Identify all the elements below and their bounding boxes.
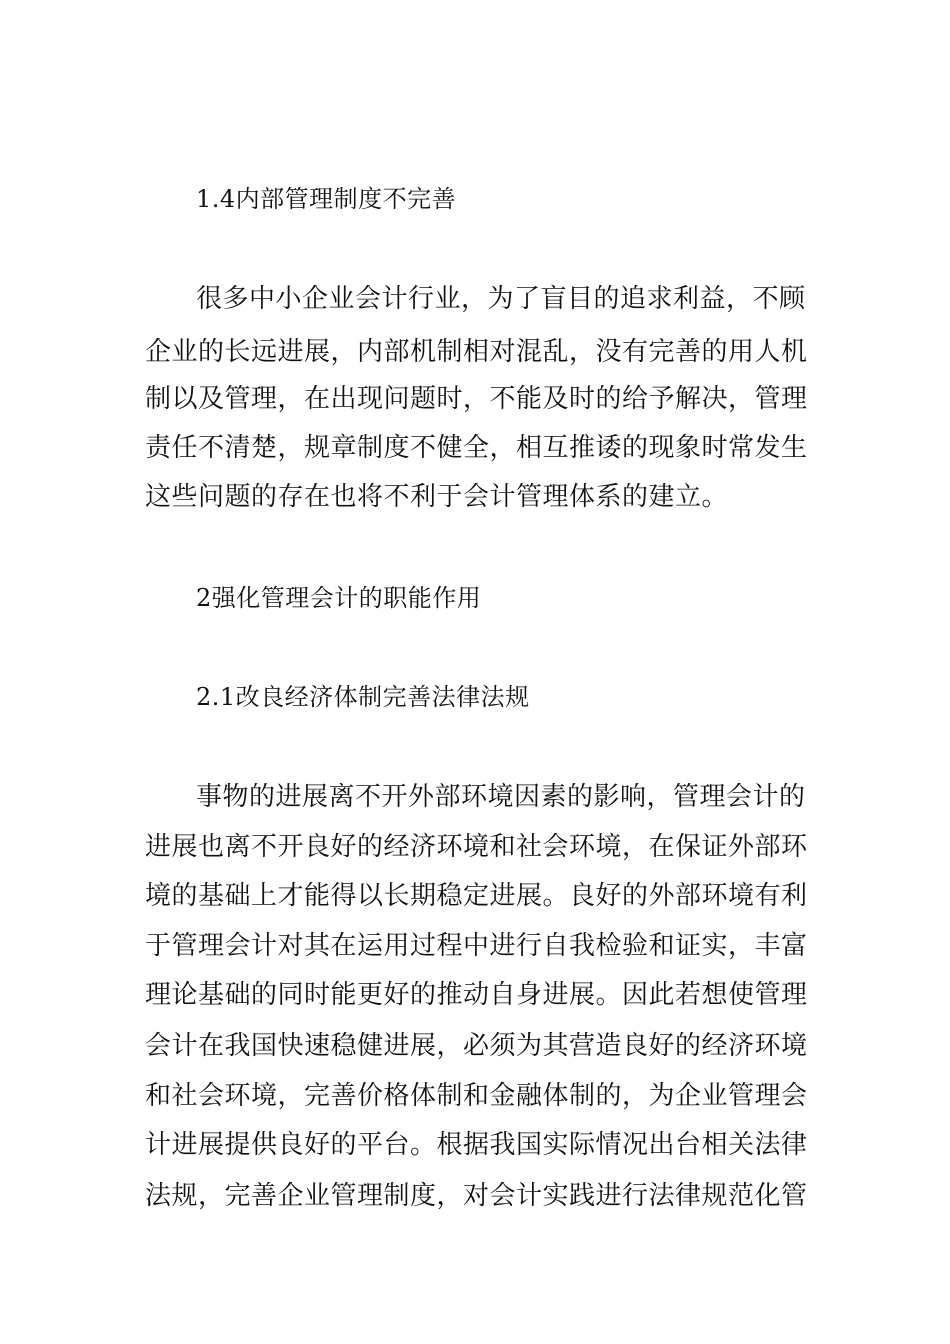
paragraph-line: 这些问题的存在也将不利于会计管理体系的建立。 [145, 482, 729, 512]
paragraph-line: 事物的进展离不开外部环境因素的影响，管理会计的 [196, 782, 806, 812]
paragraph-line: 很多中小企业会计行业，为了盲目的追求利益，不顾 [196, 284, 806, 314]
paragraph-line: 和社会环境，完善价格体制和金融体制的，为企业管理会 [145, 1081, 808, 1111]
paragraph-line: 进展也离不开良好的经济环境和社会环境，在保证外部环 [145, 832, 808, 862]
paragraph-line: 境的基础上才能得以长期稳定进展。良好的外部环境有利 [145, 881, 808, 911]
paragraph-line: 制以及管理，在出现问题时，不能及时的给予解决，管理 [145, 384, 808, 414]
paragraph-line: 理论基础的同时能更好的推动自身进展。因此若想使管理 [145, 980, 808, 1010]
paragraph-line: 会计在我国快速稳健进展，必须为其营造良好的经济环境 [145, 1031, 808, 1061]
section-heading-2: 2强化管理会计的职能作用 [196, 584, 482, 612]
section-heading-2-1: 2.1改良经济体制完善法律法规 [196, 683, 530, 711]
paragraph-line: 责任不清楚，规章制度不健全，相互推诿的现象时常发生 [145, 433, 808, 463]
paragraph-line: 于管理会计对其在运用过程中进行自我检验和证实，丰富 [145, 931, 808, 961]
paragraph-line: 企业的长远进展，内部机制相对混乱，没有完善的用人机 [145, 337, 808, 367]
paragraph-line: 计进展提供良好的平台。根据我国实际情况出台相关法律 [145, 1130, 808, 1160]
paragraph-line: 法规，完善企业管理制度，对会计实践进行法律规范化管 [145, 1181, 808, 1211]
section-heading-1-4: 1.4内部管理制度不完善 [196, 185, 457, 213]
